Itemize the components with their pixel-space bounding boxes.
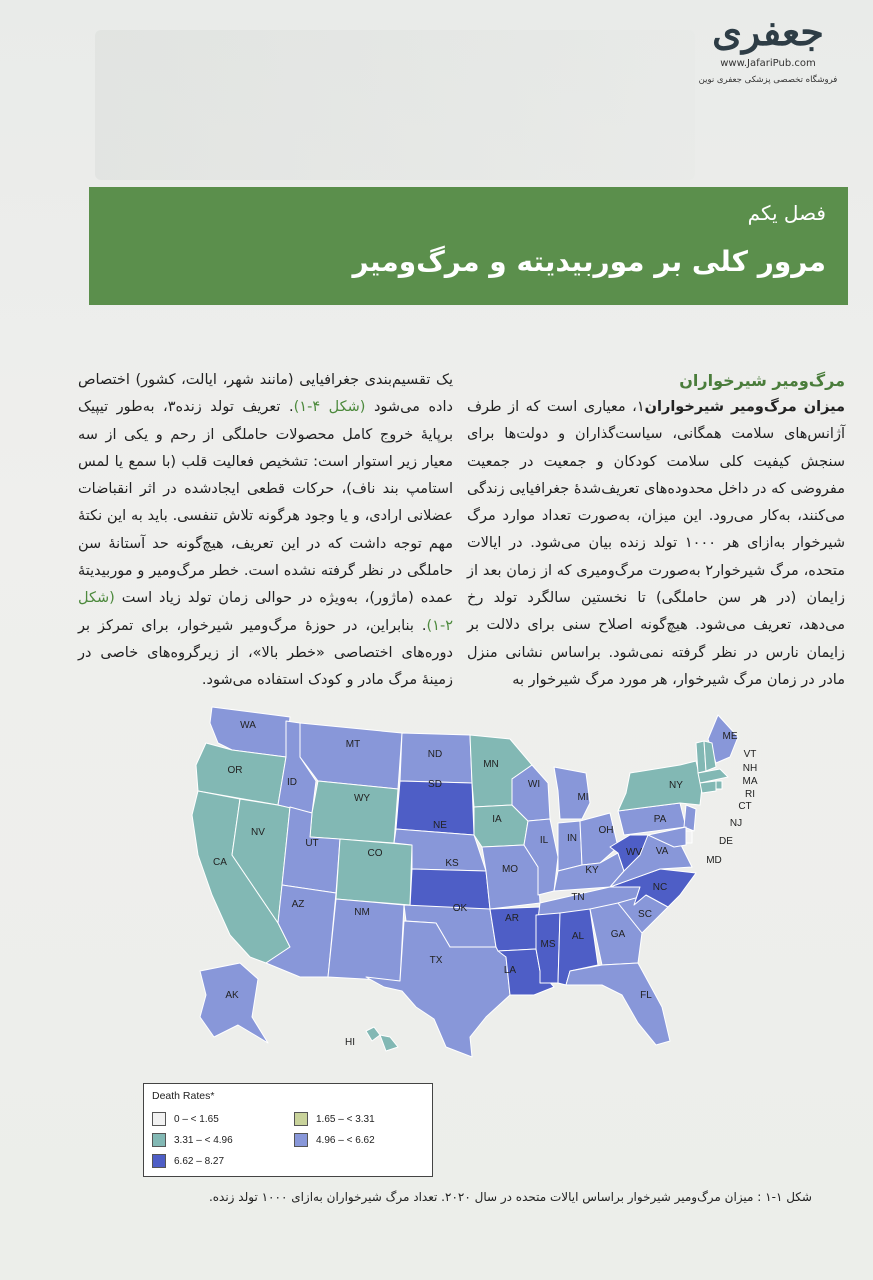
state-label-az: AZ — [291, 899, 305, 910]
state-ct — [700, 781, 716, 793]
state-label-sd: SD — [428, 779, 442, 790]
state-label-nm: NM — [354, 907, 370, 918]
legend-item — [294, 1133, 375, 1147]
state-label-ga: GA — [610, 929, 626, 940]
state-in — [558, 821, 582, 871]
bleed-through-background — [95, 30, 695, 180]
logo-store-name: فروشگاه تخصصی پزشکی جعفری نوین — [698, 75, 838, 85]
state-label-ma: MA — [742, 776, 758, 787]
map-svg — [140, 695, 780, 1095]
state-wy — [310, 781, 398, 843]
figure-reference[interactable]: (شکل ۲-۱) — [78, 590, 453, 634]
paragraph — [467, 394, 845, 694]
state-label-ks: KS — [445, 858, 459, 869]
state-label-mo: MO — [501, 864, 519, 875]
state-label-hi: HI — [345, 1037, 355, 1048]
state-label-in: IN — [567, 833, 577, 844]
body-text: . تعریف تولد زنده۳، به‌طور تیپیک برپایهٔ خروج کامل محصولات حاملگی از رحم و یکی از سه معیار زیر استوار است: تشخیص فعالیت قلب (با سمع یا لمس استامپ بند ناف)، حرکات قطعی ایجادشده در اثر انقباضات عضلانی ارادی، و یا وجود هرگونه تلاش تنفسی. باید به این نکتهٔ مهم توجه داشت که در این تعریف، هیچ‌گونه حد آستانهٔ سن حاملگی در نظر گرفته نشده است. خطر مرگ‌ومیر و موربیدیتهٔ عمده (ماژور)، به‌ویژه در حوالی زمان تولد زیاد است — [78, 399, 453, 607]
state-label-ct: CT — [738, 801, 752, 812]
state-label-ri: RI — [745, 789, 755, 800]
state-label-co: CO — [367, 848, 383, 859]
paragraph — [78, 367, 453, 695]
figure-reference[interactable]: (شکل ۴-۱) — [293, 399, 366, 416]
state-label-wi: WI — [527, 779, 541, 790]
section-heading: مرگ‌ومیر شیرخواران — [679, 371, 845, 390]
body-text: یک تقسیم‌بندی جغرافیایی (مانند شهر، ایالت، کشور) اختصاص داده می‌شود — [78, 372, 453, 416]
legend-label: 0 – < 1.65 — [174, 1113, 219, 1125]
state-label-nc: NC — [652, 882, 668, 893]
legend-title: Death Rates* — [152, 1090, 215, 1102]
state-ak — [200, 963, 268, 1043]
state-label-ok: OK — [452, 903, 468, 914]
state-label-fl: FL — [640, 990, 652, 1001]
state-label-ca: CA — [213, 857, 227, 868]
state-ny — [618, 761, 702, 811]
left-text-column — [78, 367, 453, 695]
state-label-il: IL — [539, 835, 549, 846]
legend-item — [152, 1112, 219, 1126]
state-label-wa: WA — [240, 720, 256, 731]
body-text: . بنابراین، در حوزهٔ مرگ‌ومیر شیرخوار، برای تمرکز بر دوره‌های اختصاصی «خطر بالا»، از زیرگروه‌های خاصی در زمینهٔ مرگ مادر و کودک استفاده می‌شود. — [78, 617, 453, 689]
state-label-la: LA — [503, 965, 517, 976]
legend-item — [152, 1154, 224, 1168]
state-label-va: VA — [655, 846, 669, 857]
logo-mark: ﺟﻌﻔﺮی — [712, 9, 824, 54]
legend-item — [294, 1112, 375, 1126]
legend-swatch — [152, 1133, 166, 1147]
state-label-ar: AR — [505, 913, 519, 924]
state-label-tx: TX — [429, 955, 443, 966]
state-label-mi: MI — [577, 792, 589, 803]
legend-label: 4.96 – < 6.62 — [316, 1134, 375, 1146]
state-label-al: AL — [571, 931, 585, 942]
chapter-header — [89, 187, 848, 305]
map-legend — [143, 1083, 433, 1177]
state-fl — [566, 963, 670, 1045]
state-label-me: ME — [722, 731, 738, 742]
state-label-ut: UT — [305, 838, 319, 849]
us-infant-mortality-map — [140, 695, 780, 1095]
figure-caption: شکل ۱-۱ : میزان مرگ‌ومیر شیرخوار براساس ایالات متحده در سال ۲۰۲۰. تعداد مرگ شیرخواران به‌ازای ۱۰۰۰ تولد زنده. — [208, 1190, 812, 1204]
state-label-tn: TN — [571, 892, 585, 903]
publisher-logo — [693, 10, 843, 85]
legend-swatch — [294, 1133, 308, 1147]
chapter-title: مرور کلی بر موربیدیته و مرگ‌ومیر — [352, 245, 826, 278]
body-text: ۱، معیاری است که از طرف آژانس‌های سلامت همگانی، سیاست‌گذاران و دولت‌ها برای سنجش کیفیت کلی سلامت کودکان و جمعیت در جمعیت مفروضی که در داخل محدوده‌های تعریف‌شدهٔ جغرافیایی زندگی می‌کنند، به‌کار می‌رود. این میزان، به‌صورت تعداد موارد مرگ شیرخوار به‌ازای هر ۱۰۰۰ تولد زنده بیان می‌شود. در ایالات متحده، مرگ شیرخوار — [467, 399, 845, 579]
legend-swatch — [294, 1112, 308, 1126]
logo-url: www.JafariPub.com — [720, 58, 816, 69]
term-highlight: میزان مرگ‌ومیر شیرخواران — [644, 399, 845, 415]
body-text: ۲ به‌صورت مرگ‌ومیری که از زمان بعد از زایمان (در هر سن حاملگی) تا نخستین سالگرد تولد رخ می‌دهد، تعریف می‌شود. هیچ‌گونه اصلاح سنی برای دلالت بر زایمان نارس در نظر گرفته نمی‌شود. براساس نشانی منزل مادر در زمان مرگ شیرخوار، هر مورد مرگ شیرخوار به — [467, 562, 845, 688]
state-label-id: ID — [287, 777, 297, 788]
state-label-wy: WY — [353, 793, 371, 804]
state-de — [686, 831, 692, 843]
state-label-nv: NV — [251, 827, 265, 838]
state-label-vt: VT — [743, 749, 757, 760]
state-label-ny: NY — [669, 780, 683, 791]
state-label-nh: NH — [742, 763, 758, 774]
legend-swatch — [152, 1112, 166, 1126]
state-hi — [366, 1027, 398, 1051]
state-label-sc: SC — [638, 909, 652, 920]
legend-label: 6.62 – 8.27 — [174, 1155, 225, 1167]
state-label-nd: ND — [427, 749, 443, 760]
state-label-nj: NJ — [729, 818, 743, 829]
state-label-de: DE — [719, 836, 733, 847]
state-label-ne: NE — [433, 820, 447, 831]
state-ks — [410, 869, 490, 909]
right-text-column — [467, 367, 845, 694]
state-label-ia: IA — [492, 814, 502, 825]
state-label-mt: MT — [345, 739, 361, 750]
state-label-pa: PA — [653, 814, 667, 825]
state-label-wv: WV — [625, 847, 643, 858]
legend-item — [152, 1133, 233, 1147]
state-label-oh: OH — [598, 825, 614, 836]
legend-label: 3.31 – < 4.96 — [174, 1134, 233, 1146]
state-label-ak: AK — [225, 990, 239, 1001]
chapter-label: فصل یکم — [747, 201, 826, 225]
state-label-ms: MS — [540, 939, 556, 950]
state-label-or: OR — [227, 765, 243, 776]
legend-swatch — [152, 1154, 166, 1168]
state-label-md: MD — [706, 855, 722, 866]
legend-label: 1.65 – < 3.31 — [316, 1113, 375, 1125]
state-ri — [716, 781, 722, 789]
state-label-ky: KY — [585, 865, 599, 876]
state-label-mn: MN — [483, 759, 499, 770]
